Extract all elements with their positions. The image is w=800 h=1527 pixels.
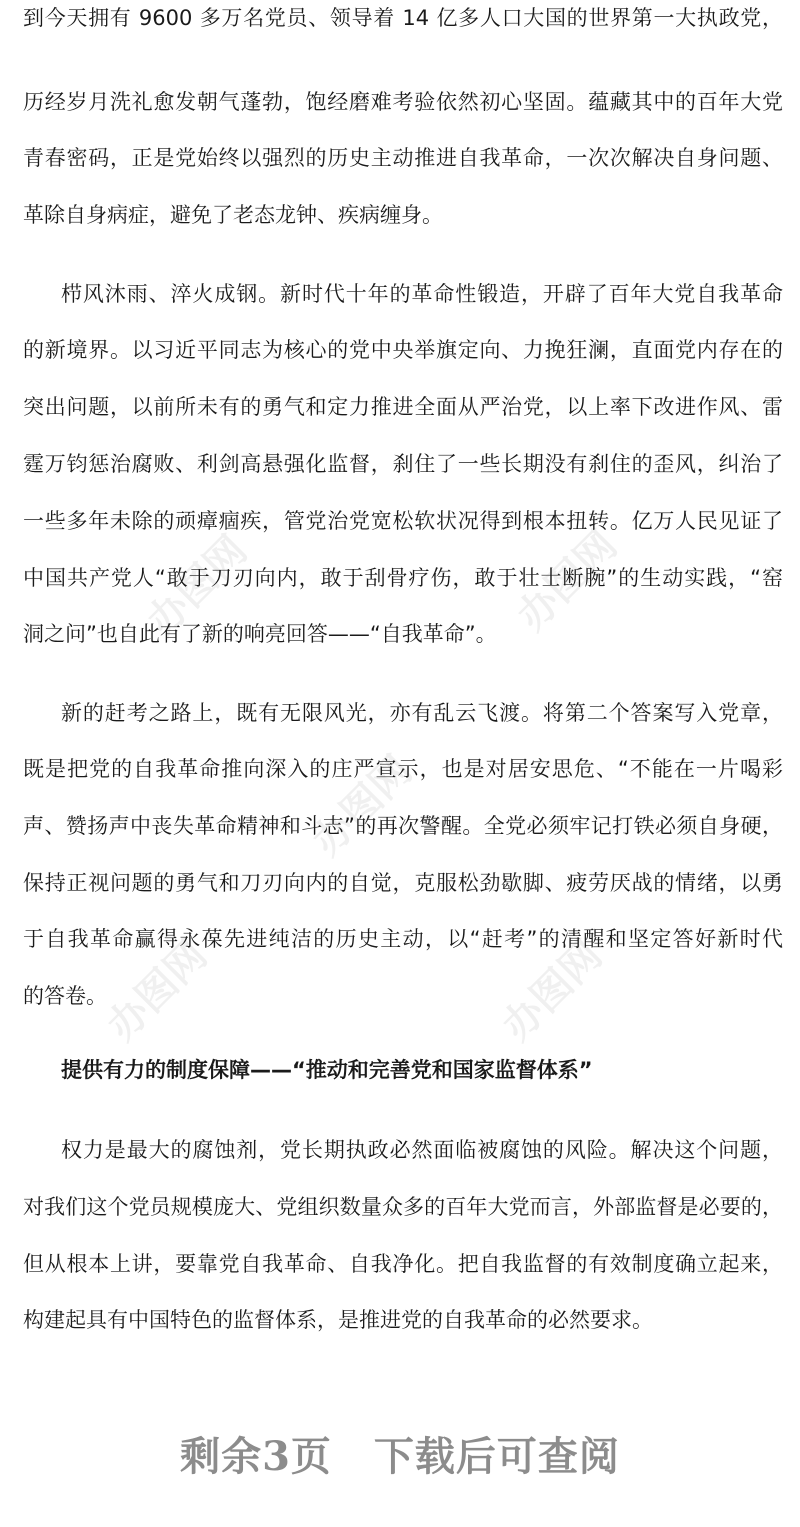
text-line: 新的赶考之路上，既有无限风光，亦有乱云飞渡。将第二个答案写入党章， bbox=[61, 701, 783, 725]
text-line: 构建起具有中国特色的监督体系，是推进党的自我革命的必然要求。 bbox=[23, 1308, 653, 1332]
text-line: 于自我革命赢得永葆先进纯洁的历史主动，以“赶考”的清醒和坚定答好新时代 bbox=[23, 927, 783, 951]
text-line: 保持正视问题的勇气和刀刃向内的自觉，克服松劲歇脚、疲劳厌战的情绪，以勇 bbox=[23, 871, 783, 895]
text-line: 但从根本上讲，要靠党自我革命、自我净化。把自我监督的有效制度确立起来， bbox=[23, 1252, 783, 1276]
text-line: 历经岁月洗礼愈发朝气蓬勃，饱经磨难考验依然初心坚固。蕴藏其中的百年大党 bbox=[23, 90, 783, 114]
watermark: 办图网 bbox=[508, 522, 627, 640]
text-line: 青春密码，正是党始终以强烈的历史主动推进自我革命，一次次解决自身问题、 bbox=[23, 146, 783, 170]
text-line: 一些多年未除的顽瘴痼疾，管党治党宽松软状况得到根本扭转。亿万人民见证了 bbox=[23, 509, 783, 533]
watermark: 办图网 bbox=[98, 932, 217, 1050]
text-line: 的答卷。 bbox=[23, 984, 107, 1008]
text-line: 霆万钧惩治腐败、利剑高悬强化监督，刹住了一些长期没有刹住的歪风，纠治了 bbox=[23, 452, 783, 476]
text-line: 洞之问”也自此有了新的响亮回答——“自我革命”。 bbox=[23, 622, 497, 646]
text-line: 对我们这个党员规模庞大、党组织数量众多的百年大党而言，外部监督是必要的， bbox=[23, 1195, 783, 1219]
text-line: 的新境界。以习近平同志为核心的党中央举旗定向、力挽狂澜，直面党内存在的 bbox=[23, 338, 783, 362]
text-line: 中国共产党人“敢于刀刃向内，敢于刮骨疗伤，敢于壮士断腕”的生动实践，“窑 bbox=[23, 566, 783, 590]
text-line: 声、赞扬声中丧失革命精神和斗志”的再次警醒。全党必须牢记打铁必须自身硬， bbox=[23, 814, 783, 838]
text-line: 革除自身病症，避免了老态龙钟、疾病缠身。 bbox=[23, 203, 443, 227]
text-line: 到今天拥有 9600 多万名党员、领导着 14 亿多人口大国的世界第一大执政党， bbox=[23, 6, 783, 30]
section-heading: 提供有力的制度保障——“推动和完善党和国家监督体系” bbox=[61, 1058, 593, 1082]
text-line: 权力是最大的腐蚀剂，党长期执政必然面临被腐蚀的风险。解决这个问题， bbox=[61, 1138, 783, 1162]
download-to-view-label: 下载后可查阅 bbox=[373, 1433, 620, 1480]
text-line: 栉风沐雨、淬火成钢。新时代十年的革命性锻造，开辟了百年大党自我革命 bbox=[61, 282, 783, 306]
text-line: 既是把党的自我革命推向深入的庄严宣示，也是对居安思危、“不能在一片喝彩 bbox=[23, 757, 783, 781]
watermark: 办图网 bbox=[493, 932, 612, 1050]
download-prompt[interactable] bbox=[0, 1425, 800, 1482]
remaining-pages-label: 剩余3页 bbox=[180, 1433, 332, 1480]
text-line: 突出问题，以前所未有的勇气和定力推进全面从严治党，以上率下改进作风、雷 bbox=[23, 395, 783, 419]
watermark: 办图网 bbox=[303, 747, 422, 865]
watermark: 办图网 bbox=[138, 527, 257, 645]
